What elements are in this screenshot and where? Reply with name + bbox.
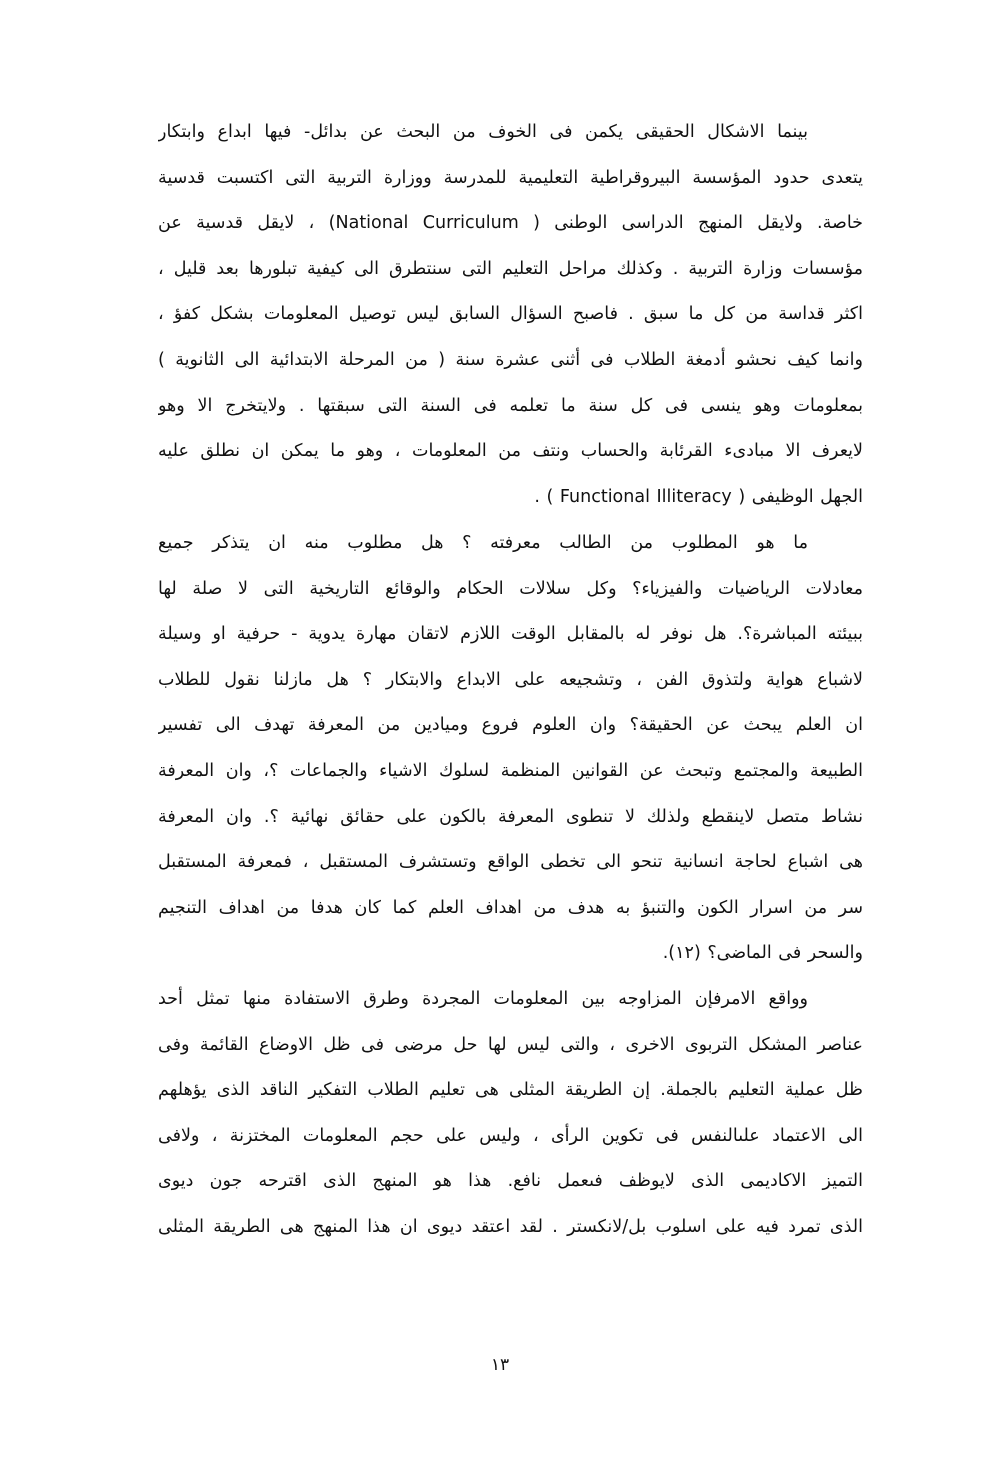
- paragraph-line: لايعرف الا مبادىء القرئابة والحساب ونتف من المعلومات ، وهو ما يمكن ان نطلق عليه: [158, 441, 863, 462]
- paragraph-line: ظل عملية التعليم بالجملة. إن الطريقة المثلى هى تعليم الطلاب التفكير الناقد الذى يؤهلهم: [158, 1080, 863, 1101]
- paragraph-line: مؤسسات وزارة التربية . وكذلك مراحل التعليم التى سنتطرق الى كيفية تبلورها بعد قليل ،: [158, 258, 863, 279]
- paragraph-line: التميز الاكاديمى الذى لايوظف فىعمل نافع. هذا هو المنهج الذى اقترحه جون ديوى: [158, 1171, 863, 1192]
- paragraph-line: ان العلم يبحث عن الحقيقة؟ وان العلوم فروع وميادين من المعرفة تهدف الى تفسير: [158, 715, 863, 736]
- paragraph-line: بينما الاشكال الحقيقى يكمن فى الخوف من البحث عن بدائل- فيها ابداع وابتكار: [158, 122, 808, 142]
- paragraph-line: الذى تمرد فيه على اسلوب بل/لانكستر . لقد اعتقد ديوى ان هذا المنهج هى الطريقة المثلى: [158, 1216, 863, 1237]
- paragraph-line: خاصة. ولايقل المنهج الدراسى الوطنى ( National Curriculum) ، لايقل قدسية عن: [158, 213, 863, 234]
- paragraph-line: لاشباع هواية ولتذوق الفن ، وتشجيعه على الابداع والابتكار ؟ هل مازلنا نقول للطلاب: [158, 669, 863, 690]
- paragraph-line: الطبيعة والمجتمع وتبحث عن القوانين المنظمة لسلوك الاشياء والجماعات ؟، وان المعرفة: [158, 760, 863, 781]
- paragraph-line: اكثر قداسة من كل ما سبق . فاصبح السؤال السابق ليس توصيل المعلومات بشكل كفؤ ،: [158, 304, 863, 325]
- paragraph-line: عناصر المشكل التربوى الاخرى ، والتى ليس لها حل مرضى فى ظل الاوضاع القائمة وفى: [158, 1034, 863, 1055]
- paragraph-line: بمعلومات وهو ينسى فى كل سنة ما تعلمه فى السنة التى سبقتها . ولايتخرج الا وهو: [158, 395, 863, 416]
- paragraph-line: سر من اسرار الكون والتنبؤ به هدف من اهداف العلم كما كان هدفا من اهداف التنجيم: [158, 897, 863, 918]
- paragraph-line: ببيئته المباشرة؟. هل نوفر له بالمقابل الوقت اللازم لاتقان مهارة يدوية - حرفية او وسيلة: [158, 624, 863, 645]
- paragraph-line: الجهل الوظيفى ( Functional Illiteracy ) .: [534, 486, 863, 507]
- paragraph-line: يتعدى حدود المؤسسة البيروقراطية التعليمية للمدرسة ووزارة التربية التى اكتسبت قدسية: [158, 167, 863, 188]
- paragraph-line: وواقع الامرفإن المزاوجه بين المعلومات المجردة وطرق الاستفادة منها تمثل أحد: [158, 989, 808, 1009]
- paragraph-3: [158, 977, 863, 1251]
- page-number: ١٣: [490, 1355, 510, 1375]
- paragraph-line: وانما كيف نحشو أدمغة الطلاب فى أثنى عشرة سنة ( من المرحلة الابتدائية الى الثانوية ): [158, 349, 863, 370]
- paragraph-line: والسحر فى الماضى؟ (١٢).: [662, 943, 863, 964]
- paragraph-line: نشاط متصل لاينقطع ولذلك لا تنطوى المعرفة بالكون على حقائق نهائية ؟. وان المعرفة: [158, 806, 863, 827]
- paragraph-line: الى الاعتماد علىالنفس فى تكوين الرأى ، وليس على حجم المعلومات المختزنة ، ولافى: [158, 1125, 863, 1146]
- paragraph-line: معادلات الرياضيات والفيزياء؟ وكل سلالات الحكام والوقائع التاريخية التى لا صلة لها: [158, 578, 863, 599]
- paragraph-line: ما هو المطلوب من الطالب معرفته ؟ هل مطلوب منه ان يتذكر جميع: [158, 533, 808, 553]
- paragraph-2: [158, 521, 863, 977]
- paragraph-line: هى اشباع لحاجة انسانية تنحو الى تخطى الواقع وتستشرف المستقبل ، فمعرفة المستقبل: [158, 852, 863, 873]
- paragraph-1: [158, 110, 863, 520]
